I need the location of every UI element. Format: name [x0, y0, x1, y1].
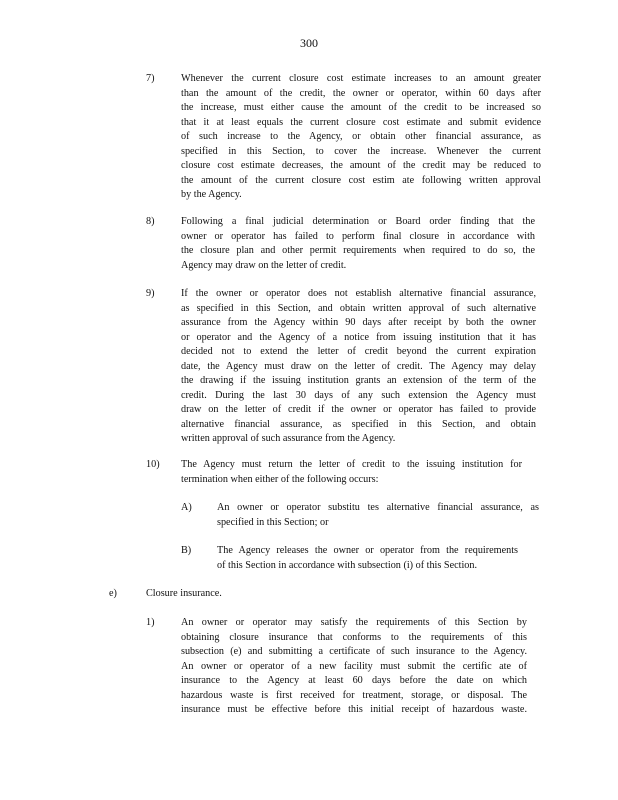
item-7-label: 7) — [146, 73, 155, 84]
item-9-line: written approval of such assurance from the Agency. — [181, 433, 396, 444]
item-10-line: termination when either of the following occurs: — [181, 473, 379, 485]
item-e1-line: An owner or operator of a new facility must submit the certific ate of — [181, 660, 527, 672]
item-7-line: of such increase to the Agency, or obtain other financial assurance, as — [181, 131, 541, 142]
item-9-line: draw on the letter of credit if the owner or operator has failed to provide — [181, 404, 536, 415]
item-8-line: owner or operator has failed to perform final closure in accordance with — [181, 230, 535, 242]
item-e1-line: hazardous waste is first received for treatment, storage, or disposal. The — [181, 689, 527, 701]
item-9-line: date, the Agency must draw on the letter of credit. The Agency may delay — [181, 360, 536, 372]
item-8-line: the closure plan and other permit requirements when required to do so, the — [181, 245, 535, 256]
item-8-text — [181, 215, 535, 273]
section-e-title: Closure insurance. — [146, 588, 222, 599]
item-8-label: 8) — [146, 216, 155, 227]
item-e1-line: insurance must be effective before this initial receipt of hazardous waste. — [181, 704, 527, 715]
item-7-text — [181, 72, 541, 203]
item-7-line: the increase, must either cause the amount of the credit to be increased so — [181, 102, 541, 113]
item-10-line: The Agency must return the letter of credit to the issuing institution for — [181, 459, 522, 470]
item-e1-line: insurance to the Agency at least 60 days before the date on which — [181, 675, 527, 686]
item-7-line: by the Agency. — [181, 189, 242, 200]
subitem-b-text — [217, 544, 518, 573]
item-10-text — [181, 458, 522, 487]
item-e1-text — [181, 616, 527, 718]
item-10-label: 10) — [146, 459, 160, 470]
item-e1-line: obtaining closure insurance that conforms to the requirements of this — [181, 631, 527, 643]
subitem-b-line: of this Section in accordance with subsection (i) of this Section. — [217, 559, 478, 571]
item-e1-label: 1) — [146, 617, 155, 628]
item-7-line: that it at least equals the current closure cost estimate and submit evidence — [181, 116, 541, 128]
item-9-line: the drawing if the issuing institution grants an extension of the term of the — [181, 375, 536, 386]
subitem-a-text — [217, 501, 539, 530]
item-9-line: credit. During the last 30 days of any such extension the Agency must — [181, 389, 536, 401]
item-7-line: closure cost estimate decreases, the amount of the credit may be reduced to — [181, 160, 541, 171]
item-7-line: Whenever the current closure cost estimate increases to an amount greater — [181, 73, 541, 84]
section-e-label: e) — [109, 588, 117, 599]
item-9-line: decided not to extend the letter of credit beyond the current expiration — [181, 346, 536, 357]
subitem-a-line: specified in this Section; or — [217, 516, 329, 528]
item-9-label: 9) — [146, 288, 155, 299]
item-9-line: or operator and the Agency of a notice from issuing institution that it has — [181, 331, 536, 343]
page-number: 300 — [300, 36, 318, 50]
item-e1-line: An owner or operator may satisfy the requirements of this Section by — [181, 617, 527, 628]
item-9-line: If the owner or operator does not establish alternative financial assurance, — [181, 288, 536, 299]
subitem-b-line: The Agency releases the owner or operator from the requirements — [217, 545, 518, 556]
item-9-line: assurance from the Agency within 90 days after receipt by both the owner — [181, 317, 536, 328]
item-e1-line: subsection (e) and submitting a certificate of such insurance to the Agency. — [181, 646, 527, 657]
subitem-b-label: B) — [181, 545, 192, 556]
item-8-line: Following a final judicial determination or Board order finding that the — [181, 216, 535, 227]
item-8-line: Agency may draw on the letter of credit. — [181, 259, 347, 271]
item-9-line: as specified in this Section, and obtain written approval of such alternative — [181, 302, 536, 314]
subitem-a-line: An owner or operator substitu tes alternative financial assurance, as — [217, 502, 539, 513]
item-7-line: than the amount of the credit, the owner or operator, within 60 days after — [181, 87, 541, 99]
item-7-line: specified in this Section, to cover the increase. Whenever the current — [181, 145, 541, 157]
item-9-line: alternative financial assurance, as specified in this Section, and obtain — [181, 418, 536, 430]
subitem-a-label: A) — [181, 502, 192, 513]
item-9-text — [181, 287, 536, 447]
item-7-line: the amount of the current closure cost estim ate following written approval — [181, 174, 541, 186]
